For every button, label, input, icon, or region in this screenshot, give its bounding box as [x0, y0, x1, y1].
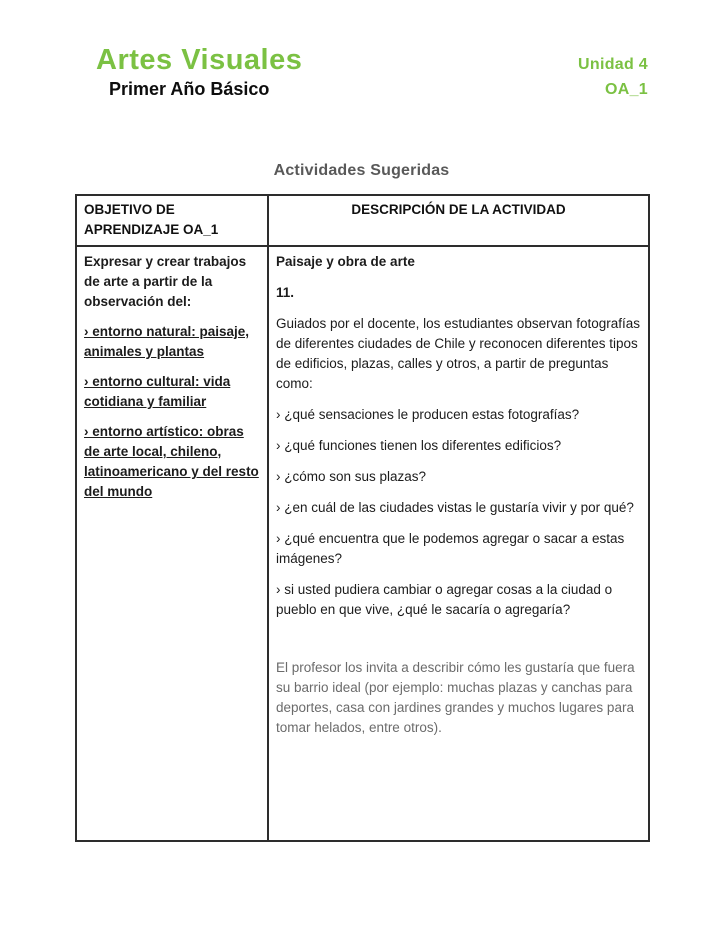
objective-items-list	[84, 322, 260, 502]
oa-label: OA_1	[605, 81, 648, 98]
objective-column-header: OBJETIVO DE APRENDIZAJE OA_1	[76, 195, 268, 246]
document-header	[75, 44, 648, 102]
objective-intro-text: Expresar y crear trabajos de arte a partir de la observación del:	[84, 254, 247, 309]
activity-question: › ¿en cuál de las ciudades vistas le gustaría vivir y por qué?	[276, 500, 634, 515]
activity-question: › ¿qué sensaciones le producen estas fotografías?	[276, 407, 580, 422]
activity-number: 11.	[276, 285, 295, 300]
activity-question: › si usted pudiera cambiar o agregar cosas a la ciudad o pueblo en que vive, ¿qué le sacaría o agregaría?	[276, 582, 613, 617]
activity-intro-text: Guiados por el docente, los estudiantes observan fotografías de diferentes ciudades de Chile y reconocen diferentes tipos de edificios, plazas, calles y otros, a partir de preguntas como:	[276, 316, 640, 391]
description-column-header: DESCRIPCIÓN DE LA ACTIVIDAD	[268, 195, 649, 246]
activity-questions-list	[276, 405, 641, 620]
objective-item: › entorno natural: paisaje, animales y plantas	[84, 324, 250, 359]
activity-question: › ¿qué encuentra que le podemos agregar o sacar a estas imágenes?	[276, 531, 625, 566]
course-title: Artes Visuales	[96, 44, 303, 76]
grade-subtitle: Primer Año Básico	[109, 79, 270, 99]
section-title: Actividades Sugeridas	[273, 162, 450, 179]
document-content	[75, 0, 648, 842]
table-header-row	[76, 195, 649, 246]
activity-question: › ¿cómo son sus plazas?	[276, 469, 427, 484]
header-left-block	[75, 44, 302, 102]
activity-title: Paisaje y obra de arte	[276, 254, 415, 269]
table-body-row	[76, 246, 649, 841]
activity-cell	[268, 246, 649, 841]
activity-closing-text: El profesor los invita a describir cómo les gustaría que fuera su barrio ideal (por ejemplo: muchas plazas y canchas para deportes, casa con jardines grandes y muchos lugares para tomar helados, entre otros).	[276, 660, 635, 735]
objective-item: › entorno artístico: obras de arte local, chileno, latinoamericano y del resto del mundo	[84, 424, 259, 499]
objective-cell	[76, 246, 268, 841]
header-right-block	[578, 52, 648, 102]
unit-label: Unidad 4	[578, 56, 648, 73]
activities-table	[75, 194, 650, 842]
activity-question: › ¿qué funciones tienen los diferentes edificios?	[276, 438, 562, 453]
objective-item: › entorno cultural: vida cotidiana y familiar	[84, 374, 231, 409]
